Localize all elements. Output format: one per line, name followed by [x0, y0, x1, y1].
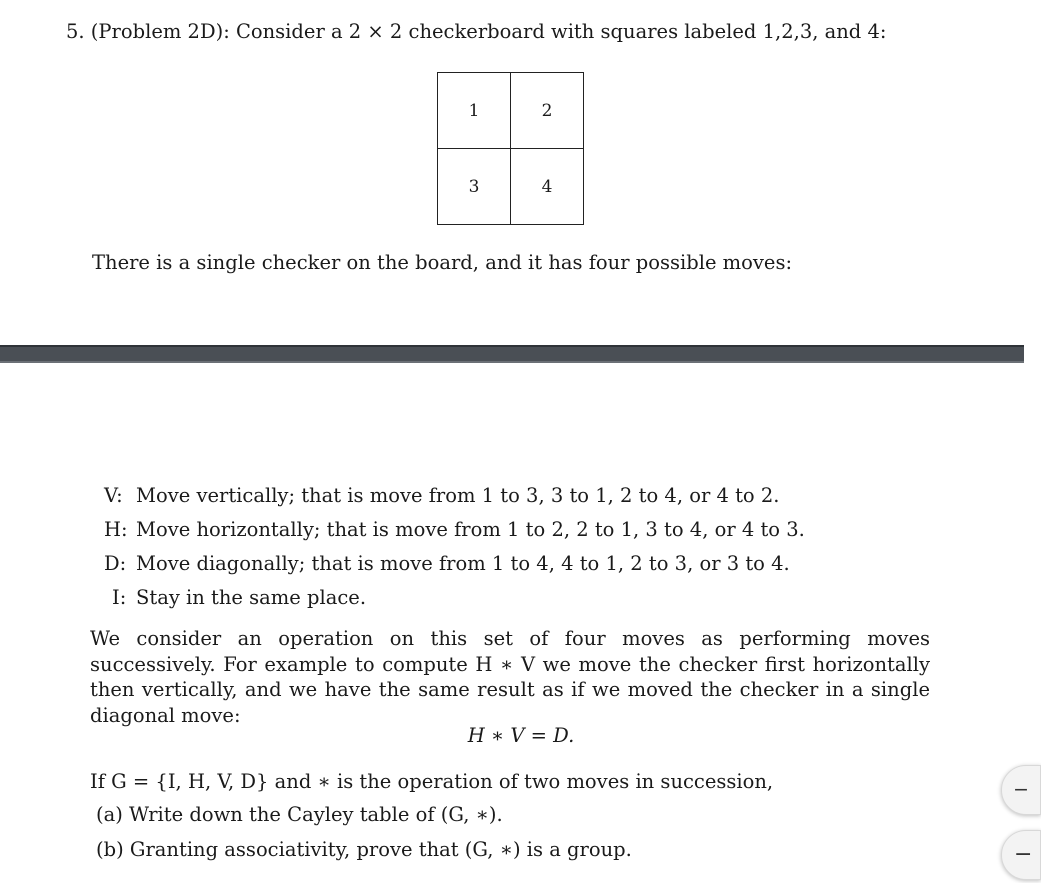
part-text: Write down the Cayley table of (G, ∗).	[129, 803, 503, 826]
move-text: Move diagonally; that is move from 1 to 4, 4 to 1, 2 to 3, or 3 to 4.	[136, 552, 790, 575]
minus-icon: −	[1014, 842, 1033, 867]
board-square: 2	[511, 73, 584, 149]
operation-paragraph: We consider an operation on this set of four moves as performing moves successively. For example to compute H ∗ V we move the checker first horizontally then vertically, and we have the same result as if we moved the checker in a single diagonal move:	[90, 627, 930, 727]
move-text: Move horizontally; that is move from 1 to 2, 2 to 1, 3 to 4, or 4 to 3.	[136, 518, 805, 541]
part-a	[96, 803, 503, 826]
part-label: (b)	[96, 838, 124, 861]
board-square: 1	[438, 73, 511, 149]
move-key: I:	[112, 586, 127, 609]
list-item	[104, 547, 805, 581]
move-text: Stay in the same place.	[136, 586, 367, 609]
part-label: (a)	[96, 803, 123, 826]
list-item	[104, 479, 805, 513]
intro-text: There is a single checker on the board, and it has four possible moves:	[92, 251, 793, 274]
page-top	[0, 0, 1024, 345]
list-item	[104, 513, 805, 547]
part-text: Granting associativity, prove that (G, ∗) is a group.	[129, 838, 632, 861]
group-definition: If G = {I, H, V, D} and ∗ is the operation of two moves in succession,	[90, 770, 774, 793]
part-b	[96, 838, 632, 861]
moves-list	[104, 479, 805, 615]
board-square: 4	[511, 149, 584, 225]
move-text: Move vertically; that is move from 1 to 3, 3 to 1, 2 to 4, or 4 to 2.	[136, 484, 780, 507]
move-key: D:	[104, 552, 127, 575]
move-key: H:	[104, 518, 128, 541]
list-item	[104, 581, 805, 615]
problem-heading: 5. (Problem 2D): Consider a 2 × 2 checkerboard with squares labeled 1,2,3, and 4:	[66, 20, 887, 43]
board-square: 3	[438, 149, 511, 225]
equation-text: H ∗ V = D.	[467, 724, 575, 747]
move-key: V:	[104, 484, 123, 507]
equation	[0, 724, 1024, 747]
checkerboard	[437, 72, 584, 225]
minus-icon: ‒	[1014, 777, 1028, 802]
page-divider	[0, 345, 1024, 363]
page-bottom	[0, 363, 1024, 883]
